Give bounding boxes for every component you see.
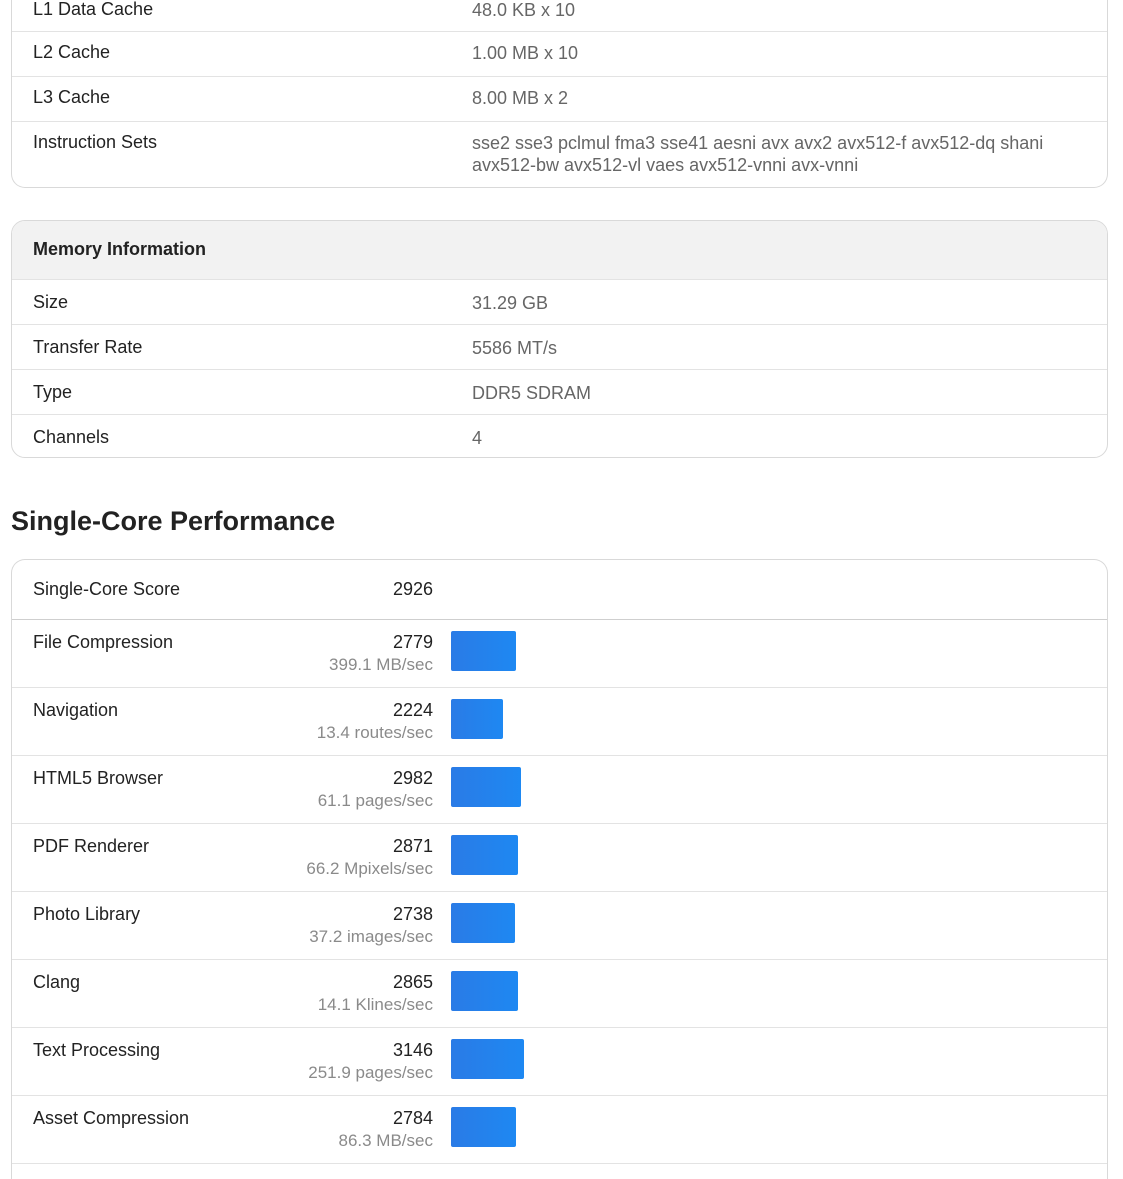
score-value: 2926 — [392, 579, 433, 599]
row-label: Size — [33, 292, 69, 312]
row-value: 8.00 MB x 2 — [472, 88, 569, 108]
benchmark-list — [12, 620, 1107, 1164]
memory-title: Memory Information — [33, 239, 207, 259]
row-label: L1 Data Cache — [33, 0, 154, 19]
benchmark-throughput: 13.4 routes/sec — [316, 723, 433, 742]
benchmark-name[interactable]: Asset Compression — [33, 1108, 190, 1128]
info-row-instruction-sets — [12, 122, 1107, 188]
benchmark-throughput: 251.9 pages/sec — [308, 1063, 433, 1082]
benchmark-name[interactable]: Navigation — [33, 700, 119, 720]
row-label: Instruction Sets — [33, 132, 158, 152]
benchmark-name[interactable]: File Compression — [33, 632, 174, 652]
row-value: 48.0 KB x 10 — [472, 0, 576, 20]
benchmark-score: 2738 — [392, 904, 433, 924]
single-core-card — [11, 559, 1108, 1179]
score-label: Single-Core Score — [33, 579, 181, 599]
benchmark-score-bar — [451, 699, 503, 739]
row-value: 4 — [472, 428, 483, 448]
benchmark-score: 2982 — [392, 768, 433, 788]
benchmark-throughput: 399.1 MB/sec — [329, 655, 433, 674]
benchmark-name[interactable]: HTML5 Browser — [33, 768, 164, 788]
benchmark-score-bar — [451, 971, 518, 1011]
benchmark-throughput: 61.1 pages/sec — [317, 791, 433, 810]
benchmark-row[interactable] — [12, 892, 1107, 960]
benchmark-row[interactable] — [12, 1096, 1107, 1164]
row-label: Channels — [33, 427, 110, 447]
benchmark-name[interactable]: Photo Library — [33, 904, 141, 924]
benchmark-name[interactable]: PDF Renderer — [33, 836, 150, 856]
benchmark-score: 2871 — [392, 836, 433, 856]
benchmark-score-bar — [451, 767, 521, 807]
benchmark-row[interactable] — [12, 824, 1107, 892]
row-value: DDR5 SDRAM — [472, 383, 592, 403]
info-row-l2-cache — [12, 32, 1107, 77]
benchmark-score-bar — [451, 1107, 516, 1147]
benchmark-row[interactable] — [12, 620, 1107, 688]
row-value: sse2 sse3 pclmul fma3 sse41 aesni avx avx2 avx512-f avx512-dq shani avx512-bw avx512-vl vaes avx512-vnni avx-vnni — [472, 133, 1044, 175]
row-value: 5586 MT/s — [472, 338, 558, 358]
benchmark-score: 3146 — [392, 1040, 433, 1060]
benchmark-row[interactable] — [12, 688, 1107, 756]
memory-header — [12, 221, 1107, 280]
benchmark-throughput: 86.3 MB/sec — [338, 1131, 433, 1150]
benchmark-score: 2865 — [392, 972, 433, 992]
row-label: Type — [33, 382, 73, 402]
benchmark-row[interactable] — [12, 1028, 1107, 1096]
benchmark-score-bar — [451, 631, 516, 671]
benchmark-throughput: 14.1 Klines/sec — [317, 995, 433, 1014]
benchmark-score: 2779 — [392, 632, 433, 652]
row-label: Transfer Rate — [33, 337, 143, 357]
benchmark-row[interactable] — [12, 756, 1107, 824]
info-row-l3-cache — [12, 77, 1107, 122]
info-row-type — [12, 370, 1107, 415]
single-core-score-row — [12, 560, 1107, 620]
benchmark-row[interactable] — [12, 960, 1107, 1028]
benchmark-score-bar — [451, 1039, 524, 1079]
benchmark-name[interactable]: Clang — [33, 972, 81, 992]
row-label: L2 Cache — [33, 42, 111, 62]
benchmark-score-bar — [451, 903, 515, 943]
info-row-transfer-rate — [12, 325, 1107, 370]
info-row-channels — [12, 415, 1107, 458]
benchmark-score: 2224 — [392, 700, 433, 720]
benchmark-score-bar — [451, 835, 518, 875]
memory-information-card — [11, 220, 1108, 458]
benchmark-name[interactable]: Text Processing — [33, 1040, 161, 1060]
section-title-single-core: Single-Core Performance — [11, 506, 336, 536]
row-label: L3 Cache — [33, 87, 111, 107]
row-value: 1.00 MB x 10 — [472, 43, 579, 63]
benchmark-score: 2784 — [392, 1108, 433, 1128]
benchmark-throughput: 66.2 Mpixels/sec — [306, 859, 433, 878]
info-row-size — [12, 280, 1107, 325]
row-value: 31.29 GB — [472, 293, 549, 313]
cpu-cache-card — [11, 0, 1108, 188]
info-row-l1-cache — [12, 0, 1107, 32]
benchmark-throughput: 37.2 images/sec — [309, 927, 433, 946]
